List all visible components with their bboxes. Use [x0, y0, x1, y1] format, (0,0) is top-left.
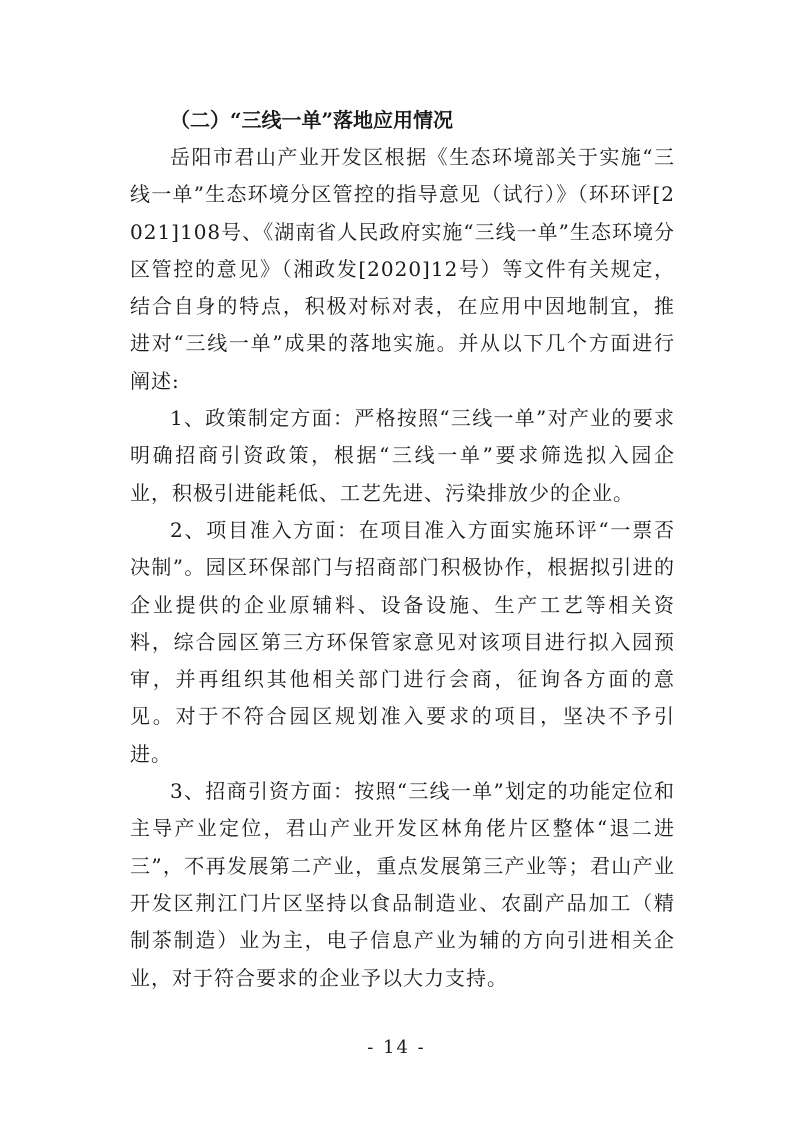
page-number: - 14 -	[367, 1037, 426, 1058]
section-heading: （二）“三线一单”落地应用情况	[170, 108, 454, 132]
paragraph-intro: 岳阳市君山产业开发区根据《生态环境部关于实施“三线一单”生态环境分区管控的指导意见（试行）》（环环评[2021]108号、《湖南省人民政府实施“三线一单”生态环境分区管控的意见》（湘政发[2020]12号）等文件有关规定，结合自身的特点，积极对标对表，在应用中因地制宜，推进对“三线一单”成果的落地实施。并从以下几个方面进行阐述:	[130, 145, 675, 393]
paragraph-investment: 3、招商引资方面：按照“三线一单”划定的功能定位和主导产业定位，君山产业开发区林角佬片区整体“退二进三”，不再发展第二产业，重点发展第三产业等；君山产业开发区荆江门片区坚持以食品制造业、农副产品加工（精制茶制造）业为主，电子信息产业为辅的方向引进相关企业，对于符合要求的企业予以大力支持。	[130, 779, 675, 990]
paragraph-project-access: 2、项目准入方面：在项目准入方面实施环评“一票否决制”。园区环保部门与招商部门积极协作，根据拟引进的企业提供的企业原辅料、设备设施、生产工艺等相关资料，综合园区第三方环保管家意见对该项目进行拟入园预审，并再组织其他相关部门进行会商，征询各方面的意见。对于不符合园区规划准入要求的项目，坚决不予引进。	[130, 517, 675, 766]
document-body	[130, 102, 675, 997]
paragraph-policy: 1、政策制定方面：严格按照“三线一单”对产业的要求明确招商引资政策，根据“三线一单”要求筛选拟入园企业，积极引进能耗低、工艺先进、污染排放少的企业。	[130, 406, 675, 505]
